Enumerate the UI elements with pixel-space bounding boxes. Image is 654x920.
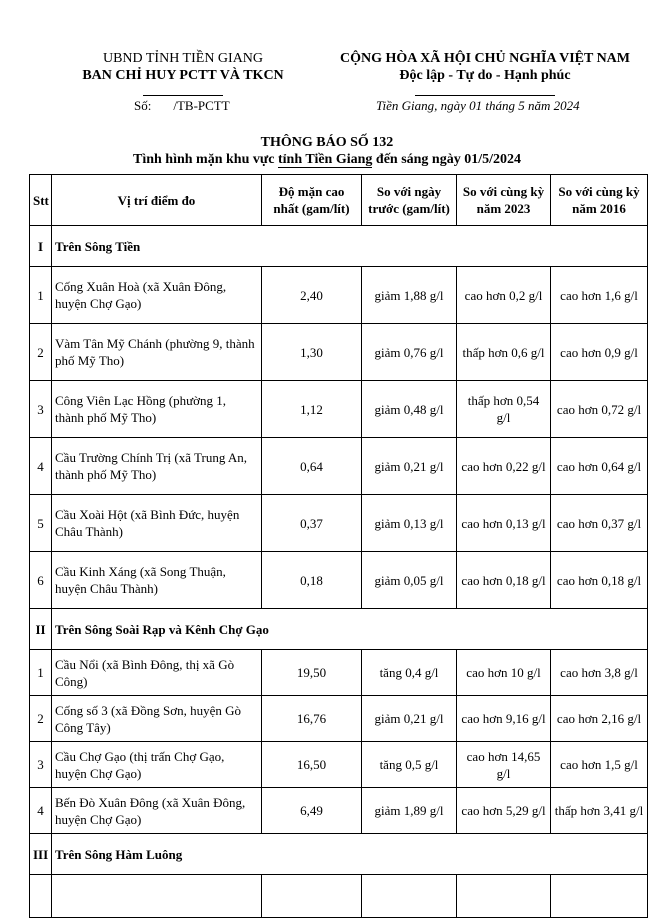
- row-vs-prev-day: giảm 0,13 g/l: [362, 495, 457, 552]
- row-stt: 6: [30, 552, 52, 609]
- row-max-salinity: 0,18: [262, 552, 362, 609]
- row-vs-prev-day: giảm 0,76 g/l: [362, 324, 457, 381]
- col-header-2023: So với cùng kỳ năm 2023: [457, 175, 551, 226]
- row-max-salinity: 19,50: [262, 650, 362, 696]
- row-vs-2023: thấp hơn 0,6 g/l: [457, 324, 551, 381]
- section-row: [30, 834, 648, 875]
- row-location: Bến Đò Xuân Đông (xã Xuân Đông, huyện Chợ Gạo): [52, 788, 262, 834]
- row-vs-prev-day: tăng 0,5 g/l: [362, 742, 457, 788]
- table-row: [30, 650, 648, 696]
- row-vs-2016: cao hơn 0,72 g/l: [551, 381, 648, 438]
- section-name: Trên Sông Tiền: [52, 226, 648, 267]
- empty-row: [30, 875, 648, 918]
- empty-cell: [551, 875, 648, 918]
- agency-header: [58, 50, 308, 101]
- row-vs-2023: cao hơn 0,13 g/l: [457, 495, 551, 552]
- section-name: Trên Sông Hàm Luông: [52, 834, 648, 875]
- row-max-salinity: 0,37: [262, 495, 362, 552]
- row-vs-2023: cao hơn 10 g/l: [457, 650, 551, 696]
- row-vs-2016: cao hơn 3,8 g/l: [551, 650, 648, 696]
- row-location: Cống Xuân Hoà (xã Xuân Đông, huyện Chợ Gạo): [52, 267, 262, 324]
- row-vs-2016: cao hơn 0,37 g/l: [551, 495, 648, 552]
- row-stt: 1: [30, 650, 52, 696]
- row-vs-2023: cao hơn 0,2 g/l: [457, 267, 551, 324]
- table-row: [30, 742, 648, 788]
- salinity-table: [29, 174, 648, 918]
- empty-cell: [362, 875, 457, 918]
- number-code: /TB-PCTT: [173, 98, 230, 113]
- row-vs-2023: cao hơn 0,22 g/l: [457, 438, 551, 495]
- row-max-salinity: 6,49: [262, 788, 362, 834]
- row-stt: 4: [30, 438, 52, 495]
- row-location: Vàm Tân Mỹ Chánh (phường 9, thành phố Mỹ Tho): [52, 324, 262, 381]
- row-vs-2016: cao hơn 0,18 g/l: [551, 552, 648, 609]
- table-row: [30, 438, 648, 495]
- section-row: [30, 226, 648, 267]
- row-stt: 2: [30, 324, 52, 381]
- table-body: [30, 226, 648, 918]
- col-header-max: Độ mặn cao nhất (gam/lít): [262, 175, 362, 226]
- col-header-2016: So với cùng kỳ năm 2016: [551, 175, 648, 226]
- empty-cell: [262, 875, 362, 918]
- row-max-salinity: 0,64: [262, 438, 362, 495]
- notice-title-main: THÔNG BÁO SỐ 132: [260, 135, 394, 150]
- row-location: Cầu Nổi (xã Bình Đông, thị xã Gò Công): [52, 650, 262, 696]
- row-vs-2016: thấp hơn 3,41 g/l: [551, 788, 648, 834]
- title-sub-suffix: đến sáng ngày 01/5/2024: [372, 152, 521, 167]
- table-row: [30, 788, 648, 834]
- row-location: Cầu Kinh Xáng (xã Song Thuận, huyện Châu Thành): [52, 552, 262, 609]
- row-vs-2023: cao hơn 0,18 g/l: [457, 552, 551, 609]
- agency-line-2: BAN CHỈ HUY PCTT VÀ TKCN: [82, 68, 284, 83]
- row-vs-2023: cao hơn 14,65 g/l: [457, 742, 551, 788]
- document-number: [134, 98, 230, 114]
- row-location: Cầu Xoài Hột (xã Bình Đức, huyện Châu Thành): [52, 495, 262, 552]
- section-number: II: [30, 609, 52, 650]
- row-max-salinity: 1,30: [262, 324, 362, 381]
- empty-cell: [30, 875, 52, 918]
- agency-line-1: UBND TỈNH TIỀN GIANG: [102, 51, 264, 66]
- notice-title: [0, 134, 654, 168]
- table-row: [30, 267, 648, 324]
- row-vs-2016: cao hơn 0,9 g/l: [551, 324, 648, 381]
- table-row: [30, 381, 648, 438]
- row-vs-2023: cao hơn 5,29 g/l: [457, 788, 551, 834]
- row-vs-2016: cao hơn 1,6 g/l: [551, 267, 648, 324]
- table-header-row: [30, 175, 648, 226]
- number-label: Số:: [134, 98, 152, 113]
- row-max-salinity: 2,40: [262, 267, 362, 324]
- row-vs-prev-day: giảm 0,21 g/l: [362, 438, 457, 495]
- empty-cell: [457, 875, 551, 918]
- row-max-salinity: 1,12: [262, 381, 362, 438]
- row-vs-prev-day: giảm 1,88 g/l: [362, 267, 457, 324]
- col-header-stt: Stt: [30, 175, 52, 226]
- row-vs-prev-day: tăng 0,4 g/l: [362, 650, 457, 696]
- empty-cell: [52, 875, 262, 918]
- row-stt: 2: [30, 696, 52, 742]
- row-vs-2016: cao hơn 1,5 g/l: [551, 742, 648, 788]
- title-sub-underlined: tỉnh Tiền Giang: [277, 152, 373, 167]
- row-stt: 1: [30, 267, 52, 324]
- table-row: [30, 495, 648, 552]
- row-stt: 3: [30, 381, 52, 438]
- row-vs-prev-day: giảm 0,21 g/l: [362, 696, 457, 742]
- row-location: Cầu Trường Chính Trị (xã Trung An, thành phố Mỹ Tho): [52, 438, 262, 495]
- row-stt: 5: [30, 495, 52, 552]
- republic-underline: [415, 95, 555, 96]
- republic-header: [330, 50, 640, 101]
- row-vs-2016: cao hơn 0,64 g/l: [551, 438, 648, 495]
- document-date: Tiền Giang, ngày 01 tháng 5 năm 2024: [376, 98, 580, 113]
- row-vs-prev-day: giảm 0,48 g/l: [362, 381, 457, 438]
- row-vs-prev-day: giảm 0,05 g/l: [362, 552, 457, 609]
- row-vs-2023: cao hơn 9,16 g/l: [457, 696, 551, 742]
- republic-line-2: Độc lập - Tự do - Hạnh phúc: [399, 68, 571, 83]
- row-max-salinity: 16,76: [262, 696, 362, 742]
- section-row: [30, 609, 648, 650]
- col-header-prev-day: So với ngày trước (gam/lít): [362, 175, 457, 226]
- row-location: Công Viên Lạc Hồng (phường 1, thành phố Mỹ Tho): [52, 381, 262, 438]
- table-row: [30, 324, 648, 381]
- title-sub-prefix: Tình hình mặn khu vực: [133, 152, 278, 167]
- row-stt: 4: [30, 788, 52, 834]
- row-location: Cầu Chợ Gạo (thị trấn Chợ Gạo, huyện Chợ Gạo): [52, 742, 262, 788]
- notice-title-sub: [0, 151, 654, 168]
- row-vs-prev-day: giảm 1,89 g/l: [362, 788, 457, 834]
- agency-underline: [143, 95, 223, 96]
- republic-line-1: CỘNG HÒA XÃ HỘI CHỦ NGHĨA VIỆT NAM: [339, 51, 630, 66]
- row-vs-2016: cao hơn 2,16 g/l: [551, 696, 648, 742]
- section-number: I: [30, 226, 52, 267]
- table-row: [30, 696, 648, 742]
- table-row: [30, 552, 648, 609]
- row-location: Cống số 3 (xã Đồng Sơn, huyện Gò Công Tây): [52, 696, 262, 742]
- section-number: III: [30, 834, 52, 875]
- col-header-location: Vị trí điểm đo: [52, 175, 262, 226]
- row-vs-2023: thấp hơn 0,54 g/l: [457, 381, 551, 438]
- section-name: Trên Sông Soài Rạp và Kênh Chợ Gạo: [52, 609, 648, 650]
- row-max-salinity: 16,50: [262, 742, 362, 788]
- row-stt: 3: [30, 742, 52, 788]
